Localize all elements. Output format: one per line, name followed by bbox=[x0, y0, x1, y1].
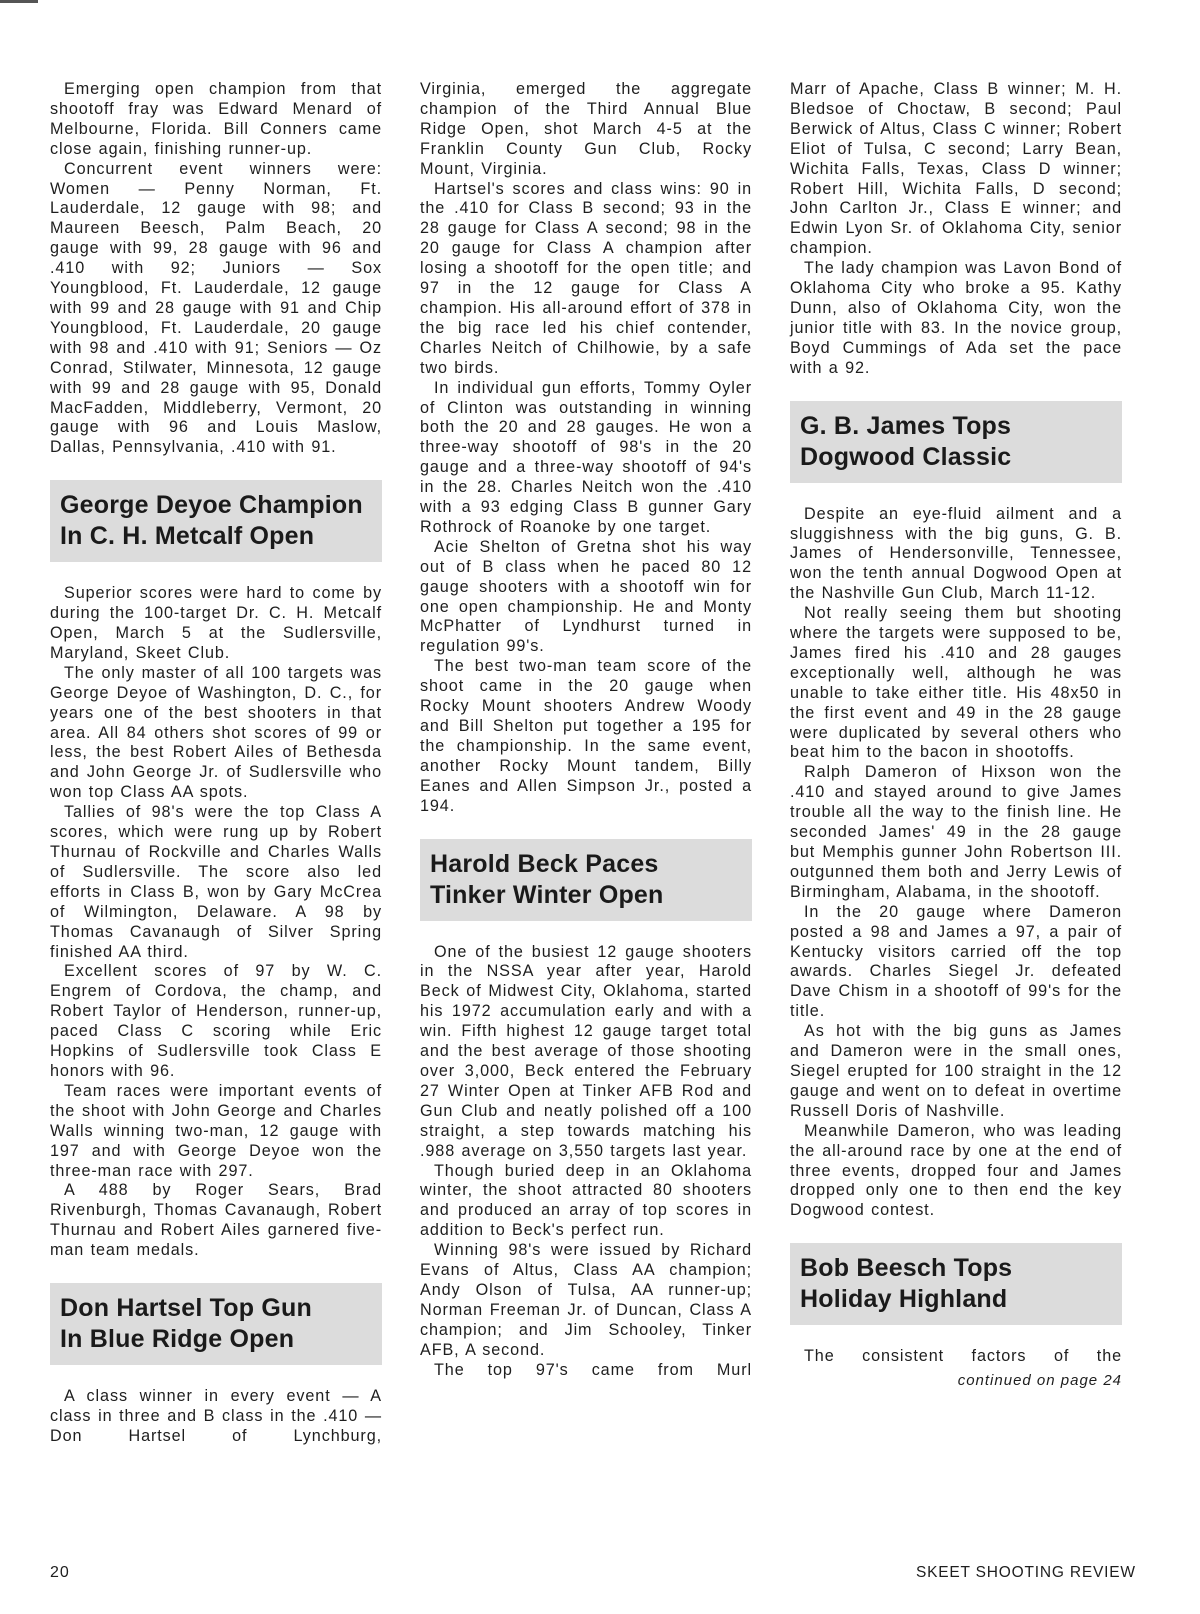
paragraph: Emerging open champion from that shootoff fray was Edward Menard of Melbourne, Florida. Bill Conners came close again, finishing runner-up. bbox=[50, 80, 382, 158]
headline-deyoe: George Deyoe Champion In C. H. Metcalf Open bbox=[50, 480, 382, 562]
paragraph: The lady champion was Lavon Bond of Oklahoma City who broke a 95. Kathy Dunn, also of Oklahoma City, won the junior title with 83. In the novice group, Boyd Cummings of Ada set the pace with a 92. bbox=[790, 259, 1122, 377]
paragraph: The best two-man team score of the shoot came in the 20 gauge when Rocky Mount shooters Andrew Woody and Bill Shelton put together a 195 for the championship. In the same event, another Rocky Mount tandem, Billy Eanes and Allen Simpson Jr., posted a 194. bbox=[420, 657, 752, 815]
paragraph: One of the busiest 12 gauge shooters in the NSSA year after year, Harold Beck of Midwest City, Oklahoma, started his 1972 accumulation early and with a win. Fifth highest 12 gauge target total and the best average of those shooting over 3,000, Beck entered the February 27 Winter Open at Tinker AFB Rod and Gun Club and neatly polished off a 100 straight, a step towards matching his .988 average on 3,550 targets last year. bbox=[420, 942, 752, 1160]
paragraph: Acie Shelton of Gretna shot his way out of B class when he paced 80 12 gauge shooters with a shootoff win for one open championship. He and Monty McPhatter of Lyndhurst turned in regulation 99's. bbox=[420, 537, 752, 656]
paragraph: In the 20 gauge where Dameron posted a 98 and James a 97, a pair of Kentucky visitors carried off the top awards. Charles Siegel Jr. defeated Dave Chism in a shootoff of 99's for the title. bbox=[790, 902, 1122, 1021]
paragraph: Meanwhile Dameron, who was leading the all-around race by one at the end of three events, dropped four and James dropped only one to then end the key Dogwood contest. bbox=[790, 1121, 1122, 1220]
magazine-title: SKEET SHOOTING REVIEW bbox=[916, 1564, 1136, 1581]
continued-note: continued on page 24 bbox=[957, 1372, 1122, 1390]
paragraph: A class winner in every event — A class in three and B class in the .410 — Don Hartsel of Lynchburg, bbox=[50, 1387, 382, 1445]
paragraph: Virginia, emerged the aggregate champion of the Third Annual Blue Ridge Open, shot March 4-5 at the Franklin County Gun Club, Rocky Mount, Virginia. bbox=[420, 80, 752, 178]
headline-beck: Harold Beck Paces Tinker Winter Open bbox=[420, 839, 752, 921]
paragraph: Team races were important events of the shoot with John George and Charles Walls winning two-man, 12 gauge with 197 and with George Deyoe won the three-man race with 297. bbox=[50, 1081, 382, 1180]
headline-hartsel: Don Hartsel Top Gun In Blue Ridge Open bbox=[50, 1283, 382, 1365]
headline-james: G. B. James Tops Dogwood Classic bbox=[790, 401, 1122, 483]
paragraph: Marr of Apache, Class B winner; M. H. Bledsoe of Choctaw, B second; Paul Berwick of Altus, Class C winner; Robert Eliot of Tulsa, C second; Larry Bean, Wichita Falls, Texas, Class D winner; Robert Hill, Wichita Falls, D second; John Carlton Jr., Class E winner; and Edwin Lyon Sr. of Oklahoma City, senior champion. bbox=[790, 80, 1122, 258]
column-3 bbox=[790, 80, 1122, 1391]
paragraph: The consistent factors of the bbox=[804, 1347, 1122, 1366]
page-number: 20 bbox=[50, 1564, 70, 1581]
top-rule bbox=[0, 0, 38, 3]
paragraph: Hartsel's scores and class wins: 90 in the .410 for Class B second; 93 in the 28 gauge for Class A second; 98 in the 20 gauge for Class A champion after losing a shootoff for the open title; and 97 in the 12 gauge for Class A champion. His all-around effort of 378 in the big race led his chief contender, Charles Neitch of Chilhowie, by a safe two birds. bbox=[420, 179, 752, 377]
paragraph: Concurrent event winners were: Women — Penny Norman, Ft. Lauderdale, 12 gauge with 98; and Maureen Beesch, Palm Beach, 20 gauge with 99, 28 gauge with 96 and .410 with 92; Juniors — Sox Youngblood, Ft. Lauderdale, 12 gauge with 99 and 28 gauge with 91 and Chip Youngblood, Ft. Lauderdale, 20 gauge with 98 and .410 with 91; Seniors — Oz Conrad, Stilwater, Minnesota, 12 gauge with 99 and 28 gauge with 95, Donald MacFadden, Middleberry, Vermont, 20 gauge with 96 and Louis Maslow, Dallas, Pennsylvania, .410 with 91. bbox=[50, 159, 382, 457]
paragraph: The only master of all 100 targets was George Deyoe of Washington, D. C., for years one of the best shooters in that area. All 84 others shot scores of 99 or less, the best Robert Ailes of Bethesda and John George Jr. of Sudlersville who won top Class AA spots. bbox=[50, 663, 382, 802]
paragraph: In individual gun efforts, Tommy Oyler of Clinton was outstanding in winning both the 20 and 28 gauges. He won a three-way shootoff of 98's in the 20 gauge and a three-way shootoff of 94's in the 28. Charles Neitch won the .410 with a 93 edging Class B gunner Gary Rothrock of Roanoke by one target. bbox=[420, 378, 752, 536]
paragraph: Winning 98's were issued by Richard Evans of Altus, Class AA champion; Andy Olson of Tulsa, AA runner-up; Norman Freeman Jr. of Duncan, Class A champion; and Jim Schooley, Tinker AFB, A second. bbox=[420, 1241, 752, 1359]
paragraph: Though buried deep in an Oklahoma winter, the shoot attracted 80 shooters and produced an array of top scores in addition to Beck's perfect run. bbox=[420, 1161, 752, 1240]
paragraph: Ralph Dameron of Hixson won the .410 and stayed around to give James trouble all the way to the finish line. He seconded James' 49 in the 28 gauge but Memphis gunner John Robertson III. outgunned them both and Jerry Lewis of Birmingham, Alabama, in the shootoff. bbox=[790, 763, 1122, 901]
paragraph: Excellent scores of 97 by W. C. Engrem of Cordova, the champ, and Robert Taylor of Henderson, runner-up, paced Class C scoring while Eric Hopkins of Sudlersville took Class E honors with 96. bbox=[50, 962, 382, 1080]
paragraph: Tallies of 98's were the top Class A scores, which were rung up by Robert Thurnau of Rockville and Charles Walls of Sudlersville. The score also led efforts in Class B, won by Gary McCrea of Wilmington, Delaware. A 98 by Thomas Cavanaugh of Silver Spring finished AA third. bbox=[50, 803, 382, 961]
paragraph: Despite an eye-fluid ailment and a sluggishness with the big guns, G. B. James of Hendersonville, Tennessee, won the tenth annual Dogwood Open at the Nashville Gun Club, March 11-12. bbox=[790, 504, 1122, 603]
paragraph: A 488 by Roger Sears, Brad Rivenburgh, Thomas Cavanaugh, Robert Thurnau and Robert Ailes garnered five-man team medals. bbox=[50, 1181, 382, 1260]
headline-beesch: Bob Beesch Tops Holiday Highland bbox=[790, 1243, 1122, 1325]
paragraph: Superior scores were hard to come by during the 100-target Dr. C. H. Metcalf Open, March 5 at the Sudlersville, Maryland, Skeet Club. bbox=[50, 584, 382, 662]
paragraph: The top 97's came from Murl bbox=[434, 1360, 752, 1379]
paragraph: As hot with the big guns as James and Dameron were in the small ones, Siegel erupted for 100 straight in the 12 gauge and went on to defeat in overtime Russell Doris of Nashville. bbox=[790, 1022, 1122, 1120]
paragraph: Not really seeing them but shooting where the targets were supposed to be, James fired his .410 and 28 gauges exceptionally well, although he was unable to take either title. His 48x50 in the first event and 49 in the 28 gauge were duplicated by several others who beat him to the bacon in shootoffs. bbox=[790, 604, 1122, 762]
column-2 bbox=[420, 80, 752, 1380]
column-1 bbox=[50, 80, 382, 1447]
